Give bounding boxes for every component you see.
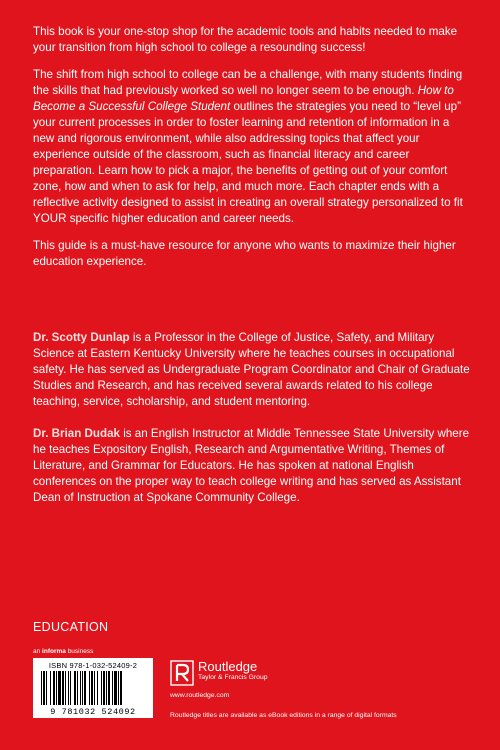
author-name: Dr. Scotty Dunlap: [33, 331, 130, 344]
blurb-closing: This guide is a must-have resource for anyone who wants to maximize their higher education experience.: [33, 239, 456, 268]
informa-brand: informa: [42, 648, 66, 655]
subject-category: EDUCATION: [33, 620, 109, 634]
barcode-bar: [91, 671, 93, 705]
barcode-bar: [101, 671, 102, 705]
barcode-bar: [120, 671, 122, 705]
barcode-bar: [112, 671, 113, 705]
barcode-bar: [53, 671, 55, 705]
author-bio-dudak: [33, 426, 471, 506]
barcode-bar: [77, 671, 78, 705]
publisher-group: Taylor & Francis Group: [198, 674, 268, 681]
barcode-bar: [56, 671, 57, 705]
isbn-label: ISBN 978-1-032-52409-2: [48, 661, 138, 670]
barcode-bar: [62, 671, 64, 705]
publisher-name: Routledge: [198, 659, 258, 674]
barcode-bar: [106, 671, 107, 705]
isbn-digits: 9 781032 524092: [50, 707, 136, 717]
barcode-bar: [80, 671, 81, 705]
routledge-r-logo-icon: [170, 660, 194, 686]
barcode-bar: [97, 671, 98, 705]
author-bio-dunlap: [33, 330, 471, 410]
blurb-description: [33, 67, 471, 227]
book-title-italic: How to Become a Successful College Student: [33, 84, 454, 113]
author-bio-text: is an English Instructor at Middle Tennessee State University where he teaches Expository English, Research and Argumentative Writing, Themes of Literature, and Grammar for Educators. He has spoken at national English conferences on the proper way to teach college writing and has served as Assistant Dean of Instruction at Spokane Community College.: [33, 427, 470, 504]
barcode-bar: [46, 671, 47, 705]
book-blurb: [33, 24, 471, 281]
barcode-bars: [41, 671, 145, 707]
author-name: Dr. Brian Dudak: [33, 427, 120, 440]
author-bio-text: is a Professor in the College of Justice, Safety, and Military Science at Eastern Kentucky University where he teaches courses in occupational safety. He has served as Undergraduate Program Coordinator and Chair of Graduate Studies and Research, and has received several awards related to his college teaching, service, scholarship, and student mentoring.: [33, 331, 470, 408]
barcode-bar: [118, 671, 119, 705]
barcode-bar: [41, 671, 42, 705]
barcode-bar: [82, 671, 83, 705]
barcode-bar: [70, 671, 71, 705]
barcode-bar: [65, 671, 66, 705]
barcode-bar: [89, 671, 90, 705]
barcode-bar: [94, 671, 95, 705]
ebook-availability-note: Routledge titles are available as eBook editions in a range of digital formats: [170, 712, 397, 719]
barcode-bar: [58, 671, 61, 705]
barcode-bar: [43, 671, 45, 705]
barcode-bar: [84, 671, 86, 705]
blurb-description-end: outlines the strategies you need to “level up” your current processes in order to foster learning and retention of information in a new and rigorous environment, while also addressing topics that affect your experience outside of the classroom, such as financial literacy and career preparation. Learn how to pick a major, the benefits of getting out of your comfort zone, how and when to ask for help, and much more. Each chapter ends with a reflective activity designed to assist in creating an overall strategy personalized to fit YOUR specific higher education and career needs.: [33, 100, 463, 225]
barcode-bar: [108, 671, 110, 705]
informa-business-label: an informa business: [33, 648, 94, 655]
barcode-bar: [103, 671, 105, 705]
barcode-bar: [114, 671, 117, 705]
barcode-bar: [74, 671, 76, 705]
barcode-bar: [68, 671, 69, 705]
isbn-barcode: [33, 658, 153, 718]
blurb-intro: This book is your one-stop shop for the academic tools and habits needed to make your transition from high school to college a resounding success!: [33, 25, 458, 54]
blurb-description-start: The shift from high school to college can be a challenge, with many students finding the skills that had previously worked so well no longer seem to be enough.: [33, 68, 463, 97]
publisher-url[interactable]: www.routledge.com: [170, 692, 230, 699]
barcode-bar: [50, 671, 51, 705]
